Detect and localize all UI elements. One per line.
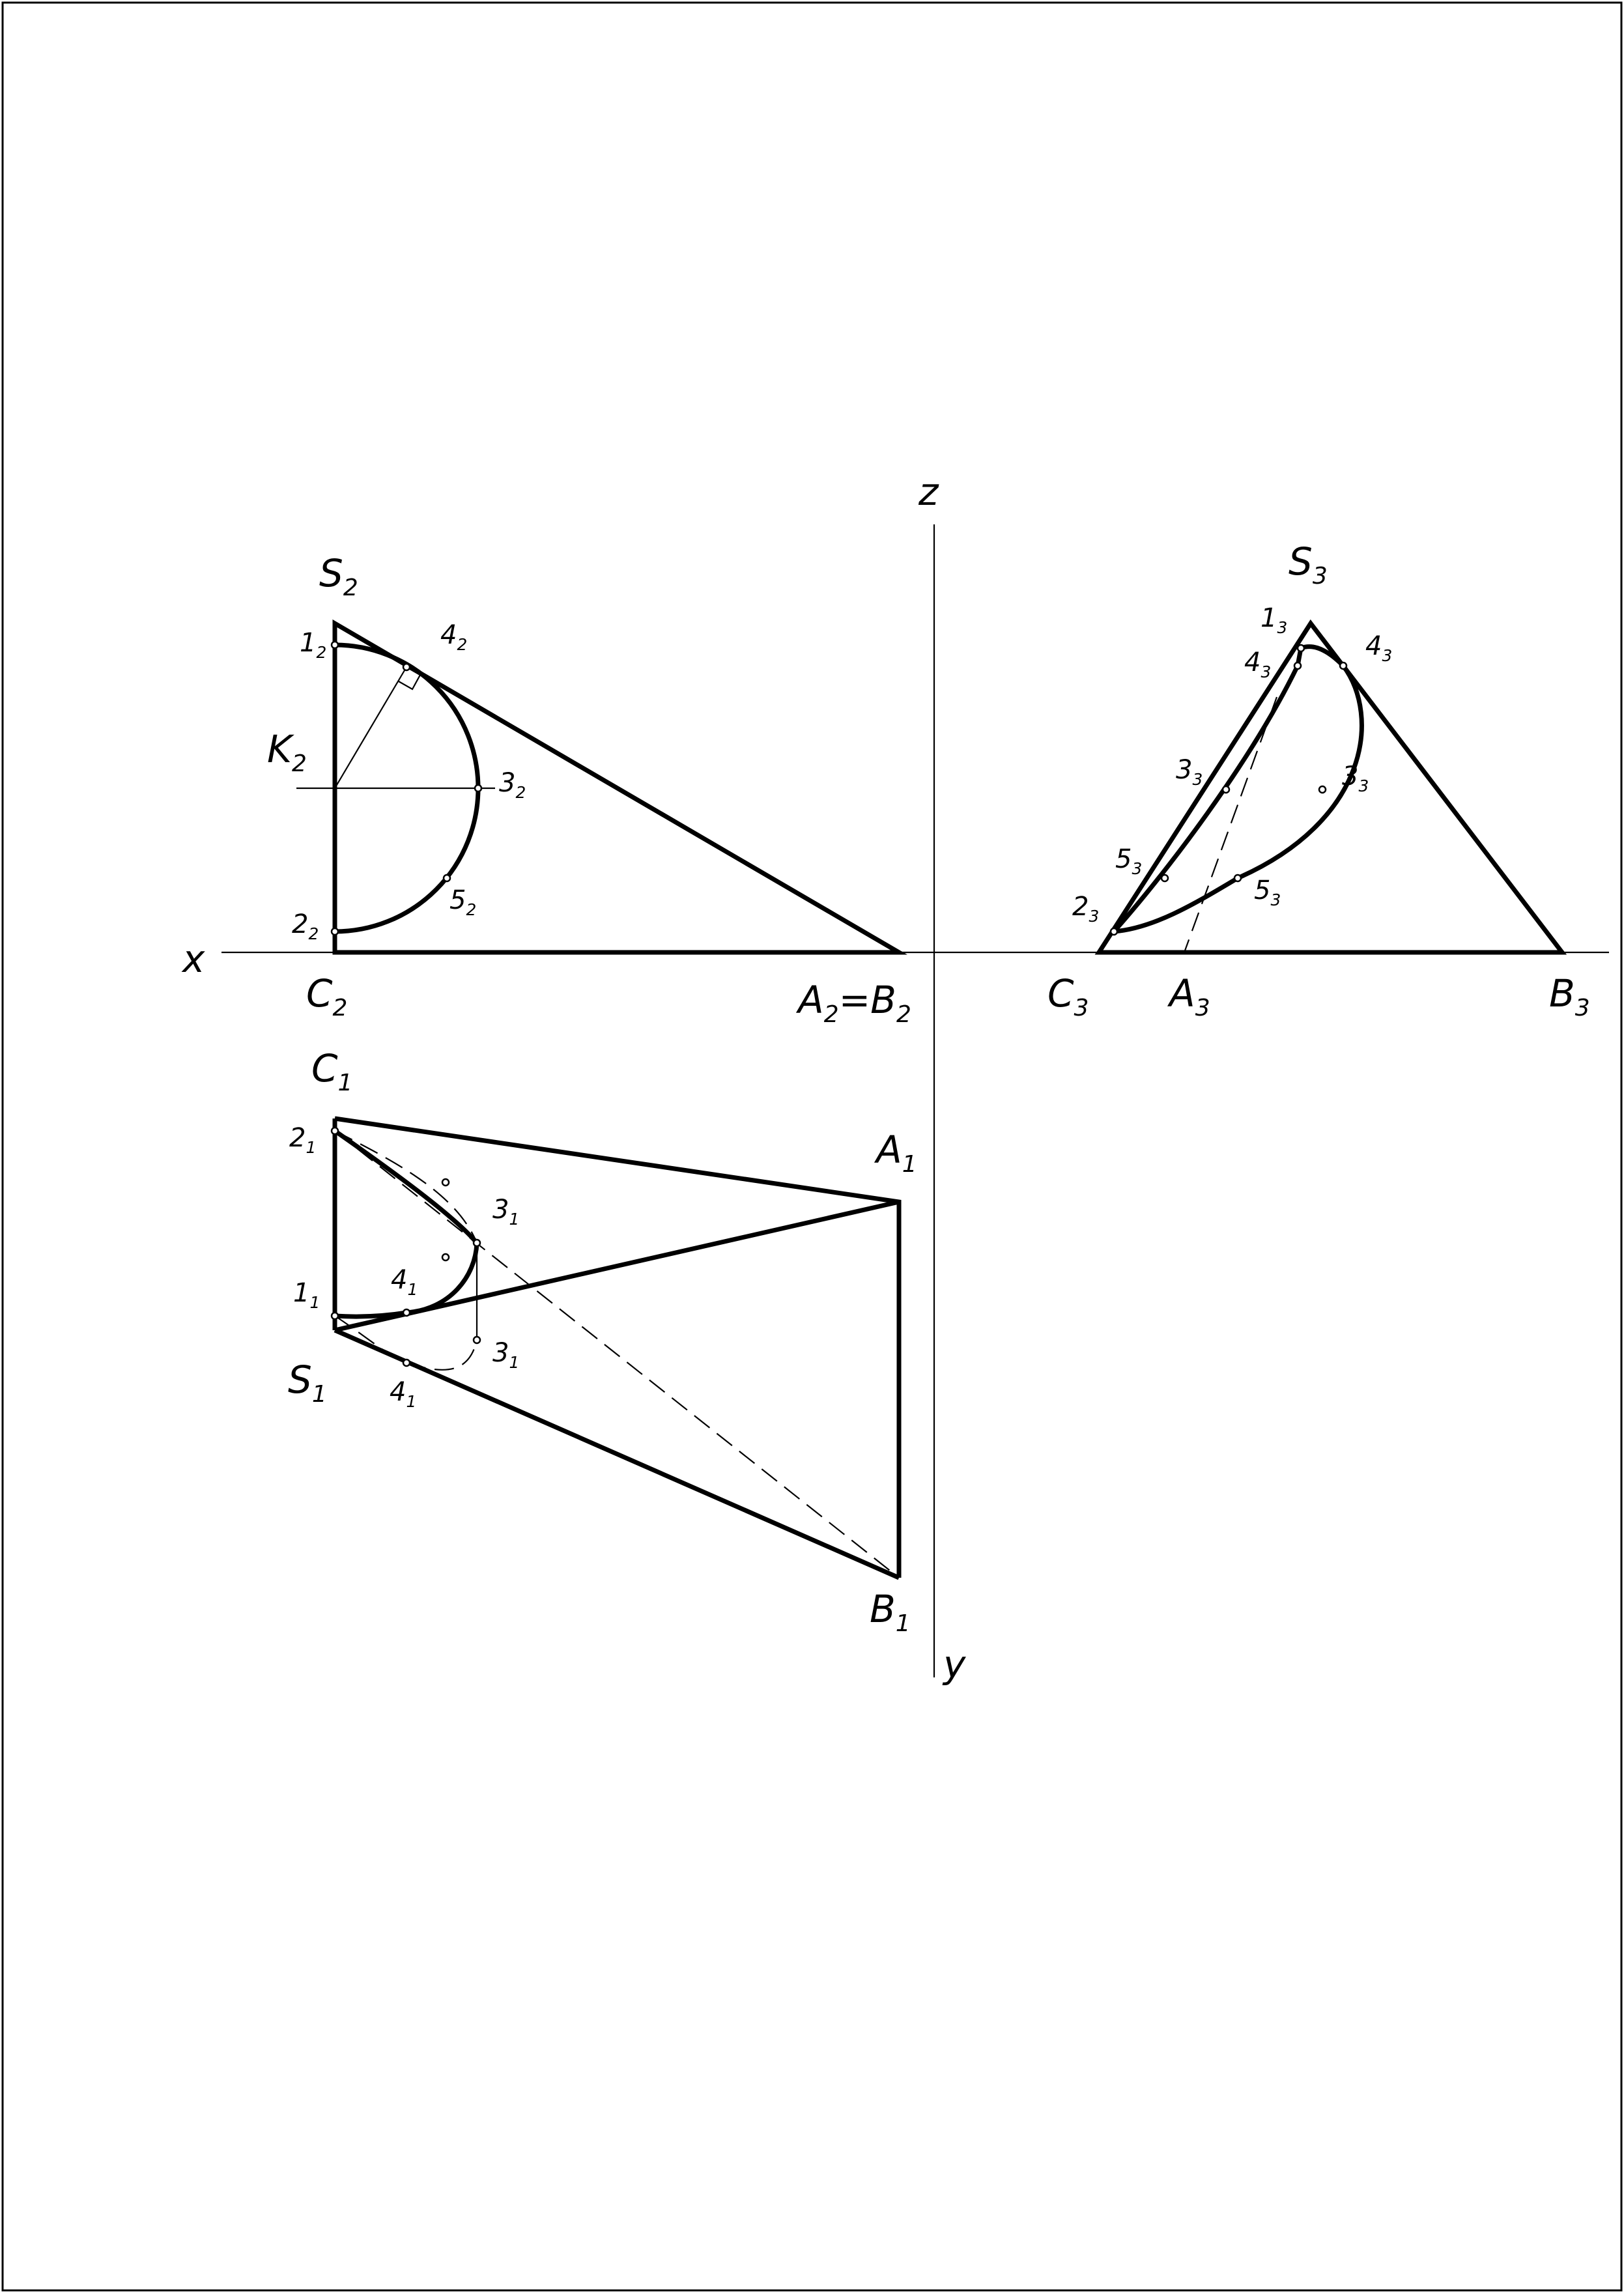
label-4-1-upper: $4_1$ bbox=[391, 1265, 418, 1299]
label-C2: $C_2$ bbox=[306, 971, 348, 1021]
point-3-3-right bbox=[1319, 786, 1326, 793]
point-5-3-right bbox=[1234, 875, 1241, 881]
axis-x-label: x bbox=[182, 937, 205, 981]
label-2-1: $2_1$ bbox=[289, 1123, 317, 1157]
label-3-3-left: $3_3$ bbox=[1176, 755, 1203, 789]
point-4-3-right bbox=[1340, 662, 1346, 669]
label-4-1-lower: $4_1$ bbox=[390, 1377, 417, 1411]
top-view-hidden-diagonal bbox=[335, 1131, 899, 1578]
label-1-3: $1_3$ bbox=[1261, 603, 1288, 637]
front-view-radius-line bbox=[335, 667, 406, 788]
side-view-triangle bbox=[1099, 623, 1562, 952]
point-inner-1 bbox=[442, 1254, 449, 1260]
label-3-1-lower: $3_1$ bbox=[492, 1338, 520, 1372]
label-1-1: $1_1$ bbox=[293, 1278, 321, 1312]
axis-y-label: y bbox=[943, 1642, 966, 1687]
label-B1: $B_1$ bbox=[870, 1587, 911, 1637]
label-5-3-left: $5_3$ bbox=[1115, 844, 1143, 878]
side-view bbox=[1099, 623, 1562, 952]
sheet-frame bbox=[3, 3, 1621, 2290]
label-5-2: $5_2$ bbox=[449, 885, 477, 919]
label-4-3-right: $4_3$ bbox=[1365, 631, 1393, 665]
point-4-3-left bbox=[1294, 662, 1301, 669]
point-2-1 bbox=[332, 1128, 338, 1134]
point-5-2 bbox=[444, 875, 450, 881]
point-1-1 bbox=[332, 1313, 338, 1319]
point-3-2 bbox=[475, 785, 481, 791]
point-3-1-lower bbox=[474, 1337, 480, 1343]
point-2-2 bbox=[332, 928, 338, 935]
label-5-3-right: $5_3$ bbox=[1254, 876, 1281, 909]
label-4-3-left: $4_3$ bbox=[1244, 648, 1272, 681]
point-3-3-left bbox=[1223, 786, 1229, 793]
label-3-2: $3_2$ bbox=[499, 768, 526, 802]
axis-z-label: z bbox=[919, 470, 939, 514]
top-view bbox=[332, 1118, 899, 1578]
label-3-3-right: $3_3$ bbox=[1342, 762, 1369, 795]
point-1-3 bbox=[1298, 645, 1304, 651]
label-C1: $C_1$ bbox=[311, 1046, 353, 1096]
label-4-2: $4_2$ bbox=[440, 620, 468, 654]
label-A2-B2: $A_2=B_2$ bbox=[798, 978, 911, 1028]
label-B3: $B_3$ bbox=[1549, 971, 1590, 1021]
point-4-1-lower bbox=[403, 1360, 410, 1366]
point-1-2 bbox=[332, 642, 338, 648]
label-2-3: $2_3$ bbox=[1072, 892, 1100, 926]
label-1-2: $1_2$ bbox=[300, 628, 327, 662]
label-C3: $C_3$ bbox=[1047, 971, 1089, 1021]
point-upper-1 bbox=[442, 1179, 449, 1186]
label-A1: $A_1$ bbox=[876, 1128, 917, 1178]
point-4-2 bbox=[403, 664, 410, 670]
front-view bbox=[296, 623, 899, 952]
point-4-1-upper bbox=[403, 1309, 410, 1316]
label-S1: $S_1$ bbox=[288, 1358, 327, 1408]
point-3-1-upper bbox=[474, 1240, 480, 1246]
top-view-edge-CA-AB bbox=[335, 1118, 899, 1578]
top-view-edge-BS bbox=[335, 1330, 899, 1578]
label-K2: $K_2$ bbox=[267, 727, 307, 777]
label-2-2: $2_2$ bbox=[292, 909, 319, 943]
label-S3: $S_3$ bbox=[1289, 539, 1328, 590]
point-2-3 bbox=[1111, 928, 1117, 935]
label-3-1-upper: $3_1$ bbox=[492, 1195, 520, 1229]
point-5-3-left bbox=[1161, 875, 1168, 881]
label-A3: $A_3$ bbox=[1169, 971, 1210, 1021]
label-S2: $S_2$ bbox=[319, 551, 358, 601]
